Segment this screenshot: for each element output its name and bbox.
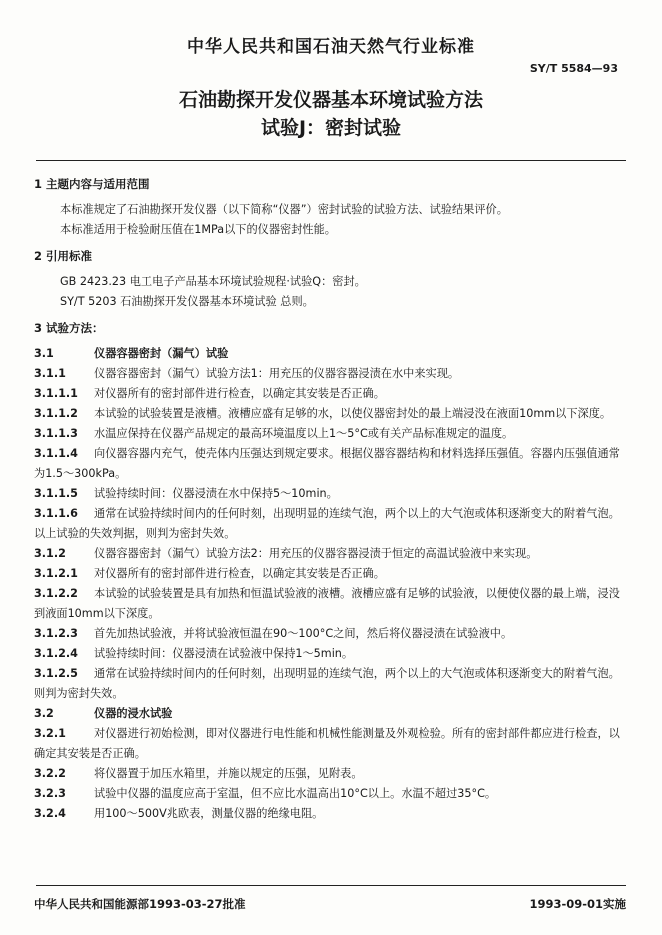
clause-number: 3.1	[34, 347, 54, 360]
clause-item	[34, 424, 628, 444]
clause-number: 3.2.2	[34, 767, 66, 780]
effective-date: 1993-09-01实施	[529, 897, 626, 911]
clause-number: 3.1.1.3	[34, 427, 78, 440]
clause-text: 用100～500V兆欧表，测量仪器的绝缘电阻。	[94, 807, 324, 820]
clause-text: 对仪器所有的密封部件进行检查，以确定其安装是否正确。	[94, 387, 385, 400]
clause-item	[34, 644, 628, 664]
clause-item	[34, 444, 628, 484]
clause-number: 3.1.1.5	[34, 487, 78, 500]
clause-item	[34, 584, 628, 624]
top-rule	[36, 160, 626, 161]
clause-item	[34, 564, 628, 584]
clause-text: 本试验的试验装置是液槽。液槽应盛有足够的水，以使仪器密封处的最上端浸没在液面10mm以下深度。	[94, 407, 612, 420]
clause-number: 3.1.1.6	[34, 507, 78, 520]
clause-number: 3.1.1.2	[34, 407, 78, 420]
clause-item	[34, 624, 628, 644]
clause-item	[34, 664, 628, 704]
clause-text: 试验中仪器的温度应高于室温，但不应比水温高出10°C以上。水温不超过35°C。	[94, 787, 497, 800]
clause-number: 3.2.1	[34, 727, 66, 740]
clause-item	[34, 544, 628, 564]
clause-number: 3.1.2.5	[34, 667, 78, 680]
org-title: 中华人民共和国石油天然气行业标准	[187, 37, 475, 57]
clause-text: 对仪器所有的密封部件进行检查，以确定其安装是否正确。	[94, 567, 385, 580]
section-1-para-1: 本标准规定了石油勘探开发仪器（以下简称“仪器”）密封试验的试验方法、试验结果评价。	[60, 203, 508, 216]
clause-item	[34, 404, 628, 424]
clause-number: 3.1.2	[34, 547, 66, 560]
reference-2: SY/T 5203 石油勘探开发仪器基本环境试验 总则。	[60, 295, 314, 308]
reference-1: GB 2423.23 电工电子产品基本环境试验规程·试验Q：密封。	[60, 275, 366, 288]
clause-title: 仪器的浸水试验	[94, 707, 173, 720]
section-1-para-2: 本标准适用于检验耐压值在1MPa以下的仪器密封性能。	[60, 223, 336, 236]
clause-item	[34, 784, 628, 804]
clause-number: 3.2	[34, 707, 54, 720]
section-1-heading: 1 主题内容与适用范围	[34, 177, 150, 191]
clause-number: 3.2.4	[34, 807, 66, 820]
clause-item	[34, 504, 628, 544]
clause-item	[34, 484, 628, 504]
clause-text: 试验持续时间：仪器浸渍在试验液中保持1～5min。	[94, 647, 354, 660]
standard-code: SY/T 5584—93	[529, 62, 618, 75]
doc-title-line2: 试验J：密封试验	[260, 117, 402, 139]
clause-text: 通常在试验持续时间内的任何时刻，出现明显的连续气泡，两个以上的大气泡或体积逐渐变大的附着气泡。以上试验的失效判据，则判为密封失效。	[34, 507, 620, 540]
clause-text: 首先加热试验液，并将试验液恒温在90～100°C之间，然后将仪器浸渍在试验液中。	[94, 627, 513, 640]
clause-item	[34, 804, 628, 824]
clause-number: 3.1.1.4	[34, 447, 78, 460]
clause-text: 水温应保持在仪器产品规定的最高环境温度以上1～5°C或有关产品标准规定的温度。	[94, 427, 514, 440]
clause-item	[34, 384, 628, 404]
clause-text: 将仪器置于加压水箱里，并施以规定的压强，见附表。	[94, 767, 363, 780]
approval-date: 中华人民共和国能源部1993-03-27批准	[34, 897, 246, 911]
clause-text: 仪器容器密封（漏气）试验方法2：用充压的仪器容器浸渍于恒定的高温试验液中来实现。	[94, 547, 538, 560]
section-3-2-heading	[34, 704, 628, 724]
clause-title: 仪器容器密封（漏气）试验	[94, 347, 229, 360]
section-3-1-heading	[34, 344, 628, 364]
bottom-rule	[36, 885, 626, 886]
clause-number: 3.1.1.1	[34, 387, 78, 400]
clause-number: 3.1.2.3	[34, 627, 78, 640]
clause-number: 3.2.3	[34, 787, 66, 800]
section-3-heading: 3 试验方法：	[34, 321, 104, 335]
clause-number: 3.1.1	[34, 367, 66, 380]
clause-text: 通常在试验持续时间内的任何时刻，出现明显的连续气泡，两个以上的大气泡或体积逐渐变大的附着气泡。则判为密封失效。	[34, 667, 620, 700]
clause-item	[34, 764, 628, 784]
clause-number: 3.1.2.2	[34, 587, 78, 600]
clause-list-3-2	[34, 724, 628, 824]
clause-text: 本试验的试验装置是具有加热和恒温试验液的液槽。液槽应盛有足够的试验液，以便使仪器的最上端，浸没到液面10mm以下深度。	[34, 587, 620, 620]
clause-list-3-1	[34, 364, 628, 704]
document-body	[34, 176, 628, 824]
doc-title-line1: 石油勘探开发仪器基本环境试验方法	[178, 89, 483, 111]
clause-text: 对仪器进行初始检测，即对仪器进行电性能和机械性能测量及外观检验。所有的密封部件都应进行检查，以确定其安装是否正确。	[34, 727, 620, 760]
clause-item	[34, 364, 628, 384]
clause-item	[34, 724, 628, 764]
clause-number: 3.1.2.4	[34, 647, 78, 660]
clause-text: 向仪器容器内充气，使壳体内压强达到规定要求。根据仪器容器结构和材料选择压强值。容器内压强值通常为1.5～300kPa。	[34, 447, 620, 480]
clause-text: 试验持续时间：仪器浸渍在水中保持5～10min。	[94, 487, 338, 500]
clause-text: 仪器容器密封（漏气）试验方法1：用充压的仪器容器浸渍在水中来实现。	[94, 367, 460, 380]
section-2-heading: 2 引用标准	[34, 249, 93, 263]
clause-number: 3.1.2.1	[34, 567, 78, 580]
